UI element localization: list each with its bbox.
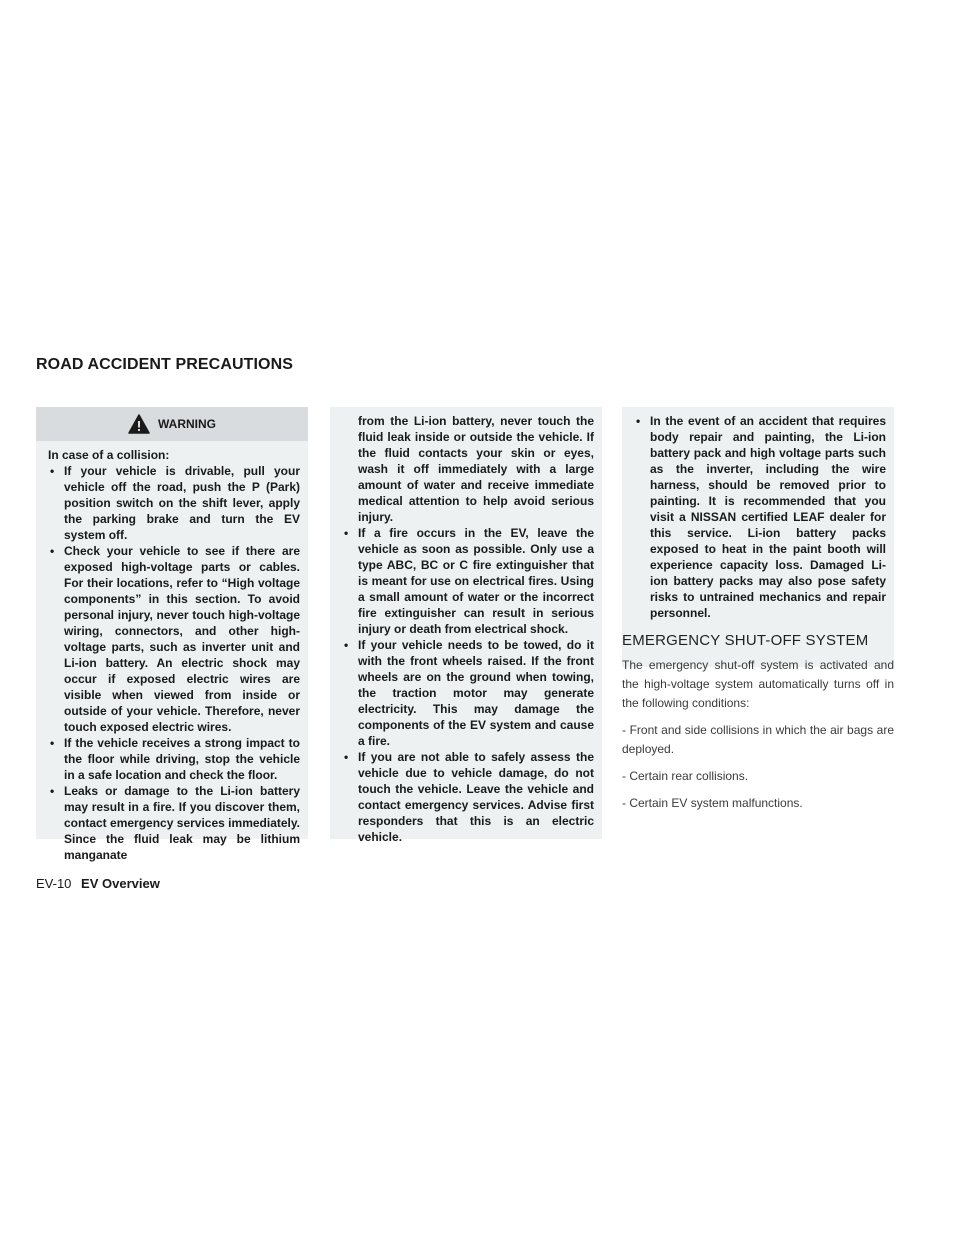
warning-item: • If your vehicle is drivable, pull your vehicle off the road, push the P (Park) position switch on the shift lever, apply the parking brake and turn the EV system off. [48,463,300,543]
paragraph: - Certain EV system malfunctions. [622,796,803,810]
paragraph: The emergency shut-off system is activated and the high-voltage system automatically turns off in the following conditions: [622,658,894,710]
warning-item: • Leaks or damage to the Li-ion battery may result in a fire. If you discover them, contact emergency services immediately. Since the fluid leak may be lithium manganate [48,783,300,863]
emergency-shutoff-body [622,656,894,821]
warning-item: • If you are not able to safely assess the vehicle due to vehicle damage, do not touch the vehicle. Leave the vehicle and contact emergency services. Advise first responders that this is an electric vehicle. [342,749,594,845]
warning-item: • If a fire occurs in the EV, leave the vehicle as soon as possible. Only use a type ABC, BC or C fire extinguisher that is meant for use on electrical fires. Using a small amount of water or the incorrect fire extinguisher can result in serious injury or death from electrical shock. [342,525,594,637]
page-number: EV-10 [36,876,72,891]
warning-intro: In case of a collision: [48,448,170,462]
page-footer [36,876,160,891]
warning-box-column-1 [36,407,308,862]
warning-item: • If your vehicle needs to be towed, do it with the front wheels raised. If the front wheels are on the ground when towing, the traction motor may generate electricity. This may damage the components of the EV system and cause a fire. [342,637,594,749]
warning-item: • In the event of an accident that requires body repair and painting, the Li-ion battery pack and high voltage parts such as the inverter, including the wire harness, should be removed prior to painting. It is recommended that you visit a NISSAN certified LEAF dealer for this service. Li-ion battery packs exposed to heat in the paint booth will experience capacity loss. Damaged Li-ion battery packs may also pose safety risks to untrained mechanics and repair personnel. [634,413,886,621]
warning-item: • Check your vehicle to see if there are exposed high-voltage parts or cables. For their locations, refer to “High voltage components” in this section. To avoid personal injury, never touch high-voltage wiring, connectors, and other high-voltage parts, such as inverter unit and Li-ion battery. An electric shock may occur if exposed electric wires are visible when viewed from inside or outside of your vehicle. Therefore, never touch exposed electric wires. [48,543,300,735]
warning-item: • If the vehicle receives a strong impact to the floor while driving, stop the vehicle in a safe location and check the floor. [48,735,300,783]
paragraph: - Front and side collisions in which the air bags are deployed. [622,723,894,756]
warning-box-column-2 [330,407,602,844]
warning-triangle-icon [128,414,150,434]
emergency-shutoff-heading: EMERGENCY SHUT-OFF SYSTEM [622,632,869,649]
paragraph: - Certain rear collisions. [622,769,749,783]
warning-list-column-3 [634,413,886,621]
warning-list-column-1 [48,463,300,863]
warning-list-column-2 [342,525,594,845]
footer-section-name: EV Overview [81,876,160,891]
warning-header [36,407,308,441]
section-title: ROAD ACCIDENT PRECAUTIONS [36,356,294,373]
warning-box-column-3 [622,407,894,667]
warning-continuation: from the Li-ion battery, never touch the fluid leak inside or outside the vehicle. If the fluid contacts your skin or eyes, wash it off immediately with a large amount of water and receive immediate medical attention to help avoid serious injury. [358,414,594,524]
warning-label: WARNING [158,417,216,431]
